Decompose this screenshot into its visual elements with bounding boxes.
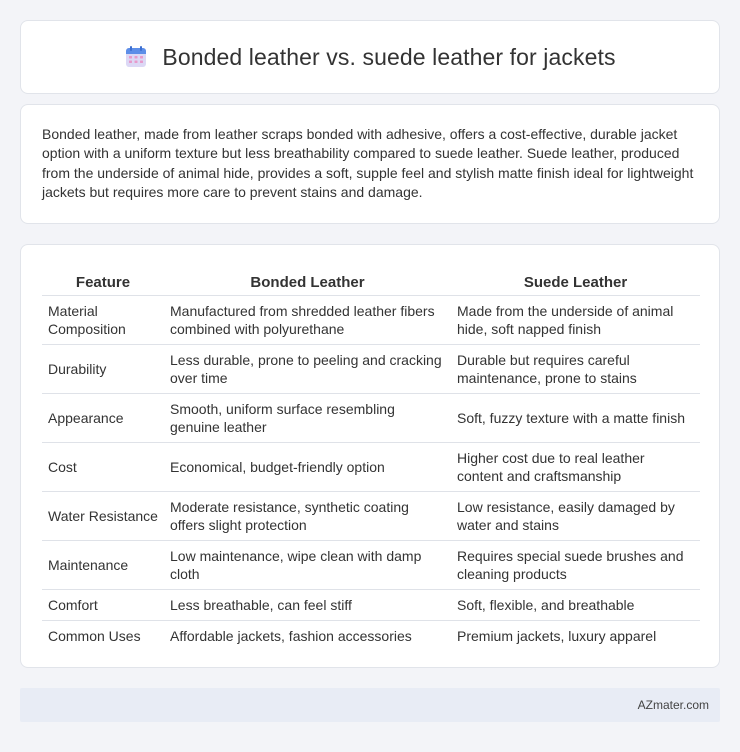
table-row [42,491,700,540]
feature-cell: Cost [42,442,164,491]
page-title: Bonded leather vs. suede leather for jackets [162,43,616,70]
bonded-cell: Less breathable, can feel stiff [164,589,451,620]
table-card [20,244,720,668]
feature-cell: Appearance [42,393,164,442]
suede-cell: Soft, flexible, and breathable [451,589,700,620]
suede-cell: Higher cost due to real leather content and craftsmanship [451,442,700,491]
suede-cell: Requires special suede brushes and cleaning products [451,540,700,589]
bonded-cell: Affordable jackets, fashion accessories [164,620,451,651]
table-row [42,620,700,651]
table-row [42,295,700,344]
feature-cell: Material Composition [42,295,164,344]
suede-cell: Durable but requires careful maintenance, prone to stains [451,344,700,393]
suede-cell: Low resistance, easily damaged by water and stains [451,491,700,540]
footer-brand: AZmater.com [637,698,709,712]
feature-cell: Comfort [42,589,164,620]
table-row [42,442,700,491]
feature-cell: Maintenance [42,540,164,589]
intro-card [20,104,720,224]
header-bonded-leather: Bonded Leather [250,273,365,291]
suede-cell: Made from the underside of animal hide, soft napped finish [451,295,700,344]
bonded-cell: Low maintenance, wipe clean with damp cloth [164,540,451,589]
calendar-icon [124,45,148,69]
feature-cell: Durability [42,344,164,393]
bonded-cell: Less durable, prone to peeling and cracking over time [164,344,451,393]
bonded-cell: Moderate resistance, synthetic coating offers slight protection [164,491,451,540]
bonded-cell: Economical, budget-friendly option [164,442,451,491]
table-row [42,589,700,620]
footer [20,688,720,722]
bonded-cell: Manufactured from shredded leather fibers combined with polyurethane [164,295,451,344]
table-row [42,393,700,442]
feature-cell: Water Resistance [42,491,164,540]
table-row [42,540,700,589]
title-card [20,20,720,94]
title-wrap [124,44,615,71]
intro-paragraph: Bonded leather, made from leather scraps bonded with adhesive, offers a cost-effective, durable jacket option with a uniform texture but less breathability compared to suede leather. Suede leather, produced from the underside of animal hide, provides a soft, supple feel and stylish matte finish ideal for lightweight jackets but requires more care to prevent stains and damage. [42,126,694,200]
table-row [42,344,700,393]
suede-cell: Soft, fuzzy texture with a matte finish [451,393,700,442]
header-suede-leather: Suede Leather [523,273,628,291]
comparison-table [42,265,700,651]
bonded-cell: Smooth, uniform surface resembling genuine leather [164,393,451,442]
table-header-row [42,265,700,295]
feature-cell: Common Uses [42,620,164,651]
suede-cell: Premium jackets, luxury apparel [451,620,700,651]
header-feature: Feature [75,273,131,291]
